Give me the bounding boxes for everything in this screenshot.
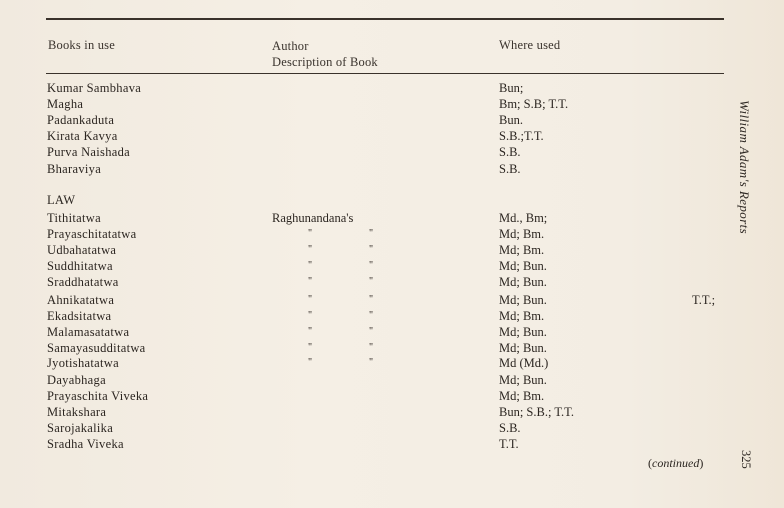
book-title: Ahnikatatwa xyxy=(47,293,115,307)
ditto-mark: " xyxy=(369,228,374,239)
book-title: Suddhitatwa xyxy=(47,259,113,273)
book-title: Samayasudditatwa xyxy=(47,341,146,355)
table-row xyxy=(0,128,740,144)
table-row xyxy=(0,96,740,112)
ditto-mark: " xyxy=(369,244,374,255)
table-row xyxy=(0,292,740,308)
ditto-mark: " xyxy=(308,342,313,353)
book-title: Malamasatatwa xyxy=(47,325,130,339)
table-row xyxy=(0,340,740,356)
where-used: Md; Bun. xyxy=(499,293,547,307)
header-rule xyxy=(46,73,724,74)
where-used: Md; Bm. xyxy=(499,309,545,323)
header-author-line1: Author xyxy=(272,39,309,53)
book-title: Purva Naishada xyxy=(47,145,130,159)
ditto-mark: " xyxy=(308,326,313,337)
table-row xyxy=(0,308,740,324)
table-row xyxy=(0,436,740,452)
ditto-mark: " xyxy=(369,342,374,353)
table-row xyxy=(0,242,740,258)
page-number: 325 xyxy=(739,450,753,469)
book-title: Prayaschitatatwa xyxy=(47,227,137,241)
where-used: Bm; S.B; T.T. xyxy=(499,97,569,111)
book-title: Tithitatwa xyxy=(47,211,101,225)
ditto-mark: " xyxy=(308,310,313,321)
ditto-mark: " xyxy=(308,228,313,239)
ditto-mark: " xyxy=(369,294,374,305)
table-row xyxy=(0,226,740,242)
table-row xyxy=(0,161,740,177)
where-used: S.B.;T.T. xyxy=(499,129,544,143)
header-author xyxy=(272,38,378,70)
ditto-mark: " xyxy=(308,357,313,368)
book-title: LAW xyxy=(47,193,76,207)
top-rule xyxy=(46,18,724,20)
ditto-mark: " xyxy=(308,276,313,287)
where-used: T.T. xyxy=(499,437,519,451)
book-title: Mitakshara xyxy=(47,405,107,419)
where-used: Md; Bm. xyxy=(499,227,545,241)
table-row xyxy=(0,420,740,436)
table-row xyxy=(0,388,740,404)
where-used-extra: T.T.; xyxy=(692,293,716,307)
header-author-line2: Description of Book xyxy=(272,55,378,69)
continued-note: (continued) xyxy=(648,456,704,470)
table-row xyxy=(0,324,740,340)
book-title: Dayabhaga xyxy=(47,373,106,387)
section-heading-law xyxy=(0,192,740,208)
where-used: S.B. xyxy=(499,145,521,159)
book-title: Jyotishatatwa xyxy=(47,356,119,370)
table-row xyxy=(0,372,740,388)
ditto-mark: " xyxy=(369,357,374,368)
ditto-mark: " xyxy=(369,260,374,271)
where-used: Md (Md.) xyxy=(499,356,549,370)
book-title: Sradha Viveka xyxy=(47,437,124,451)
table-row xyxy=(0,80,740,96)
where-used: S.B. xyxy=(499,421,521,435)
book-author: Raghunandana's xyxy=(272,211,354,225)
header-books-in-use: Books in use xyxy=(48,38,115,52)
where-used: Md; Bm. xyxy=(499,389,545,403)
table-row xyxy=(0,144,740,160)
ditto-mark: " xyxy=(308,294,313,305)
book-title: Ekadsitatwa xyxy=(47,309,112,323)
where-used: S.B. xyxy=(499,162,521,176)
book-title: Udbahatatwa xyxy=(47,243,117,257)
book-title: Prayaschita Viveka xyxy=(47,389,149,403)
continued-text: continued xyxy=(652,456,700,470)
book-title: Sarojakalika xyxy=(47,421,114,435)
table-row xyxy=(0,355,740,371)
where-used: Md; Bm. xyxy=(499,243,545,257)
header-where-used: Where used xyxy=(499,38,561,52)
ditto-mark: " xyxy=(308,260,313,271)
ditto-mark: " xyxy=(369,276,374,287)
running-title: William Adam's Reports xyxy=(737,100,752,235)
book-title: Bharaviya xyxy=(47,162,102,176)
book-title: Magha xyxy=(47,97,84,111)
table-row xyxy=(0,112,740,128)
book-title: Sraddhatatwa xyxy=(47,275,119,289)
where-used: Md., Bm; xyxy=(499,211,548,225)
book-title: Kumar Sambhava xyxy=(47,81,142,95)
where-used: Bun; xyxy=(499,81,524,95)
book-title: Kirata Kavya xyxy=(47,129,118,143)
book-title: Padankaduta xyxy=(47,113,115,127)
where-used: Md; Bun. xyxy=(499,275,547,289)
table-row xyxy=(0,210,740,226)
where-used: Md; Bun. xyxy=(499,373,547,387)
table-row xyxy=(0,404,740,420)
ditto-mark: " xyxy=(308,244,313,255)
where-used: Md; Bun. xyxy=(499,259,547,273)
where-used: Md; Bun. xyxy=(499,325,547,339)
ditto-mark: " xyxy=(369,310,374,321)
where-used: Bun. xyxy=(499,113,523,127)
where-used: Bun; S.B.; T.T. xyxy=(499,405,575,419)
table-row xyxy=(0,258,740,274)
table-row xyxy=(0,274,740,290)
where-used: Md; Bun. xyxy=(499,341,547,355)
ditto-mark: " xyxy=(369,326,374,337)
